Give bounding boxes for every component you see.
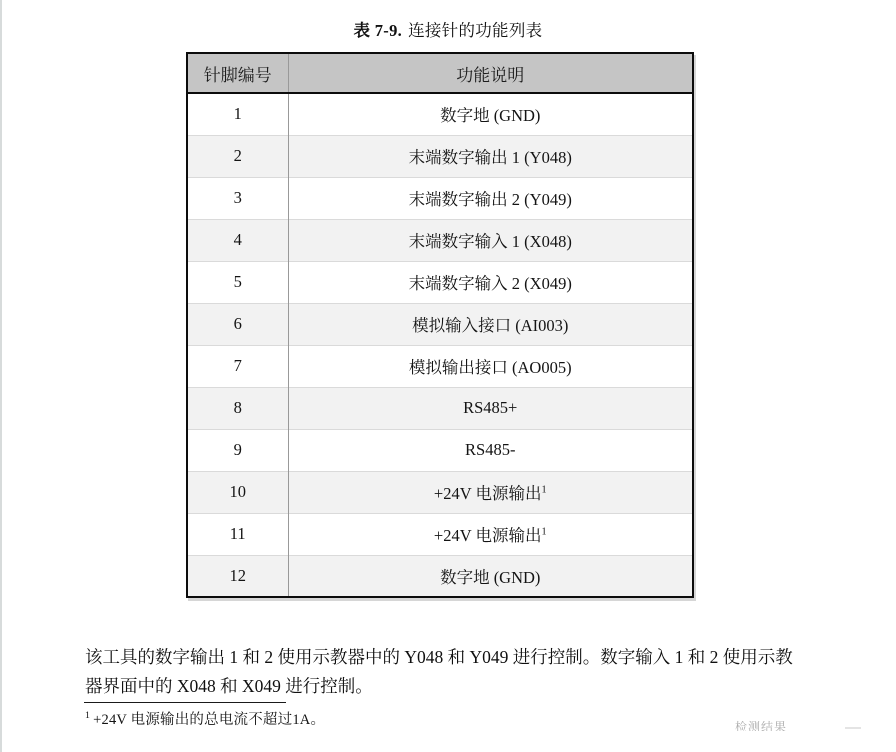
footnote-ref-marker: 1 xyxy=(541,526,547,538)
pin-cell: 3 xyxy=(187,177,288,219)
desc-cell: 模拟输入接口 (AI003) xyxy=(288,303,693,345)
pin-cell: 9 xyxy=(187,429,288,471)
desc-cell: 数字地 (GND) xyxy=(288,555,693,597)
desc-cell: RS485- xyxy=(288,429,693,471)
paragraph-line-2: 器界面中的 X048 和 X049 进行控制。 xyxy=(85,676,373,696)
footnote-ref-number: 1 xyxy=(85,710,91,722)
desc-cell: 模拟输出接口 (AO005) xyxy=(288,345,693,387)
table-row xyxy=(187,93,693,135)
pin-cell: 7 xyxy=(187,345,288,387)
table-row xyxy=(187,555,693,597)
pin-function-table xyxy=(186,52,694,598)
footnote-text: +24V 电源输出的总电流不超过1A。 xyxy=(93,712,326,728)
pin-cell: 4 xyxy=(187,219,288,261)
pin-table-header xyxy=(187,53,693,93)
table-caption-title: 连接针的功能列表 xyxy=(408,21,543,40)
pin-cell: 12 xyxy=(187,555,288,597)
pin-cell: 2 xyxy=(187,135,288,177)
table-row xyxy=(187,303,693,345)
desc-cell: +24V 电源输出$^1$ xyxy=(288,513,693,555)
table-row xyxy=(187,471,693,513)
page-left-edge-line xyxy=(0,0,2,752)
table-caption-label: 表 7-9. xyxy=(353,21,403,40)
table-row xyxy=(187,261,693,303)
header-cell-function-desc: 功能说明 xyxy=(288,53,693,93)
header-cell-pin-number: 针脚编号 xyxy=(187,53,288,93)
footnote-separator-line xyxy=(84,702,286,703)
pin-cell: 10 xyxy=(187,471,288,513)
table-row xyxy=(187,135,693,177)
pin-cell: 6 xyxy=(187,303,288,345)
table-caption xyxy=(0,17,896,41)
pin-table-body xyxy=(187,93,693,597)
desc-cell: +24V 电源输出$^1$ xyxy=(288,471,693,513)
paragraph-line-1: 该工具的数字输出 1 和 2 使用示教器中的 Y048 和 Y049 进行控制。数字输入 1 和 2 使用示教 xyxy=(85,647,793,667)
desc-cell: 末端数字输入 2 (X049) xyxy=(288,261,693,303)
table-row xyxy=(187,387,693,429)
footnote-ref-marker: 1 xyxy=(541,484,547,496)
table-row xyxy=(187,345,693,387)
table-row xyxy=(187,513,693,555)
bottom-right-watermark-fragment: 检测结果 xyxy=(735,720,788,731)
desc-cell: RS485+ xyxy=(288,387,693,429)
desc-cell: 末端数字输出 1 (Y048) xyxy=(288,135,693,177)
pin-cell: 1 xyxy=(233,104,242,124)
footnote xyxy=(85,708,325,729)
header-row xyxy=(187,53,693,93)
pin-cell: 8 xyxy=(187,387,288,429)
desc-cell: 末端数字输出 2 (Y049) xyxy=(288,177,693,219)
table-row xyxy=(187,219,693,261)
bottom-right-smudge xyxy=(845,727,861,729)
pin-cell: 11 xyxy=(187,513,288,555)
body-paragraph xyxy=(85,643,825,701)
pin-cell: 5 xyxy=(187,261,288,303)
desc-cell: 末端数字输入 1 (X048) xyxy=(288,219,693,261)
desc-cell: 数字地 (GND) xyxy=(288,93,693,135)
table-row xyxy=(187,177,693,219)
table-row xyxy=(187,429,693,471)
